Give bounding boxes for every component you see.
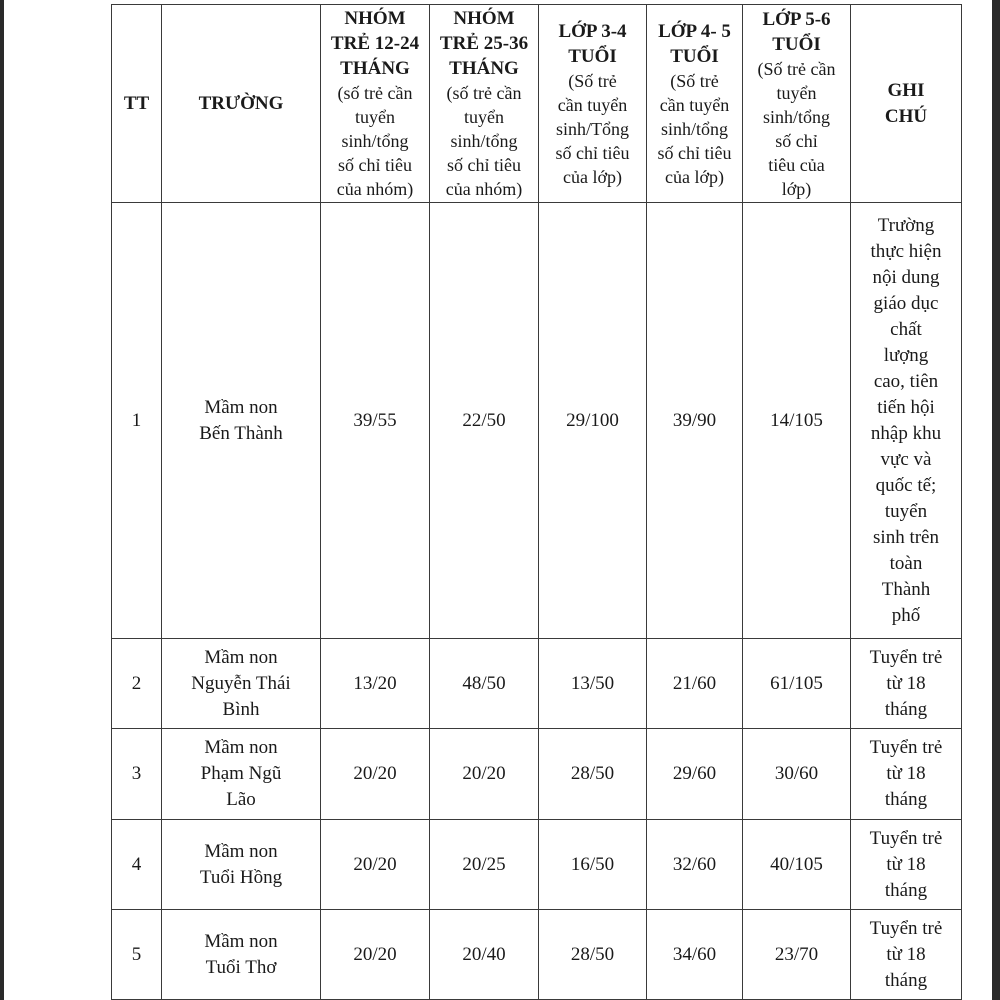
cell-class-4-5: 32/60 bbox=[647, 820, 743, 910]
cell-note: Trường thực hiện nội dung giáo dục chất lượng cao, tiên tiến hội nhập khu vực và quốc tế; tuyển sinh trên toàn Thành phố bbox=[851, 203, 962, 639]
header-class-4-5-title: LỚP 4- 5 TUỔI bbox=[658, 20, 731, 67]
cell-class-4-5: 29/60 bbox=[647, 729, 743, 820]
cell-group-12-24: 20/20 bbox=[321, 910, 430, 1000]
header-group-12-24-title: NHÓM TRẺ 12-24 THÁNG bbox=[330, 8, 420, 79]
cell-school: Mầm non Tuổi Thơ bbox=[162, 910, 321, 1000]
header-note bbox=[851, 5, 962, 203]
cell-school: Mầm non Bến Thành bbox=[162, 203, 321, 639]
cell-class-5-6: 40/105 bbox=[743, 820, 851, 910]
header-class-5-6 bbox=[743, 5, 851, 203]
header-group-25-36 bbox=[430, 5, 539, 203]
cell-group-25-36: 20/40 bbox=[430, 910, 539, 1000]
cell-group-12-24: 20/20 bbox=[321, 729, 430, 820]
cell-class-3-4: 13/50 bbox=[539, 639, 647, 729]
cell-tt: 2 bbox=[112, 639, 162, 729]
header-tt-title: TT bbox=[123, 92, 150, 114]
header-class-3-4-sub: (Số trẻ cần tuyển sinh/Tổng số chỉ tiêu của lớp) bbox=[555, 70, 630, 187]
cell-note: Tuyển trẻ từ 18 tháng bbox=[851, 729, 962, 820]
header-group-25-36-sub: (số trẻ cần tuyển sinh/tổng số chỉ tiêu của nhóm) bbox=[445, 83, 523, 199]
cell-group-25-36: 20/20 bbox=[430, 729, 539, 820]
cell-class-4-5: 34/60 bbox=[647, 910, 743, 1000]
table-row bbox=[112, 820, 962, 910]
table-row bbox=[112, 639, 962, 729]
cell-class-3-4: 28/50 bbox=[539, 729, 647, 820]
cell-class-5-6: 61/105 bbox=[743, 639, 851, 729]
header-tt bbox=[112, 5, 162, 203]
cell-note: Tuyển trẻ từ 18 tháng bbox=[851, 639, 962, 729]
header-school bbox=[162, 5, 321, 203]
header-class-3-4-title: LỚP 3-4 TUỔI bbox=[558, 20, 627, 67]
header-row bbox=[112, 5, 962, 203]
cell-class-5-6: 30/60 bbox=[743, 729, 851, 820]
cell-class-5-6: 23/70 bbox=[743, 910, 851, 1000]
header-school-title: TRƯỜNG bbox=[198, 92, 284, 114]
cell-school: Mầm non Phạm Ngũ Lão bbox=[162, 729, 321, 820]
cell-class-3-4: 29/100 bbox=[539, 203, 647, 639]
cell-class-4-5: 39/90 bbox=[647, 203, 743, 639]
cell-tt: 5 bbox=[112, 910, 162, 1000]
cell-class-3-4: 16/50 bbox=[539, 820, 647, 910]
admissions-table bbox=[111, 4, 962, 1000]
cell-note: Tuyển trẻ từ 18 tháng bbox=[851, 820, 962, 910]
header-group-25-36-title: NHÓM TRẺ 25-36 THÁNG bbox=[439, 8, 529, 79]
cell-school: Mầm non Tuổi Hồng bbox=[162, 820, 321, 910]
cell-group-25-36: 48/50 bbox=[430, 639, 539, 729]
cell-class-4-5: 21/60 bbox=[647, 639, 743, 729]
header-class-3-4 bbox=[539, 5, 647, 203]
cell-group-25-36: 20/25 bbox=[430, 820, 539, 910]
cell-tt: 3 bbox=[112, 729, 162, 820]
header-group-12-24-sub: (số trẻ cần tuyển sinh/tổng số chỉ tiêu của nhóm) bbox=[336, 83, 414, 199]
cell-tt: 1 bbox=[112, 203, 162, 639]
scan-left-edge bbox=[0, 0, 4, 1000]
cell-note: Tuyển trẻ từ 18 tháng bbox=[851, 910, 962, 1000]
scan-right-edge bbox=[992, 0, 1000, 1000]
header-class-5-6-sub: (Số trẻ cần tuyển sinh/tổng số chỉ tiêu của lớp) bbox=[757, 58, 836, 199]
header-class-4-5 bbox=[647, 5, 743, 203]
header-class-5-6-title: LỚP 5-6 TUỔI bbox=[762, 8, 831, 55]
header-class-4-5-sub: (Số trẻ cần tuyển sinh/tổng số chỉ tiêu của lớp) bbox=[657, 70, 732, 187]
header-note-title: GHI CHÚ bbox=[884, 79, 928, 127]
table-row bbox=[112, 203, 962, 639]
cell-group-12-24: 39/55 bbox=[321, 203, 430, 639]
cell-class-3-4: 28/50 bbox=[539, 910, 647, 1000]
cell-group-12-24: 13/20 bbox=[321, 639, 430, 729]
cell-school: Mầm non Nguyễn Thái Bình bbox=[162, 639, 321, 729]
cell-tt: 4 bbox=[112, 820, 162, 910]
cell-group-25-36: 22/50 bbox=[430, 203, 539, 639]
table-row bbox=[112, 729, 962, 820]
cell-group-12-24: 20/20 bbox=[321, 820, 430, 910]
cell-class-5-6: 14/105 bbox=[743, 203, 851, 639]
table-row bbox=[112, 910, 962, 1000]
header-group-12-24 bbox=[321, 5, 430, 203]
